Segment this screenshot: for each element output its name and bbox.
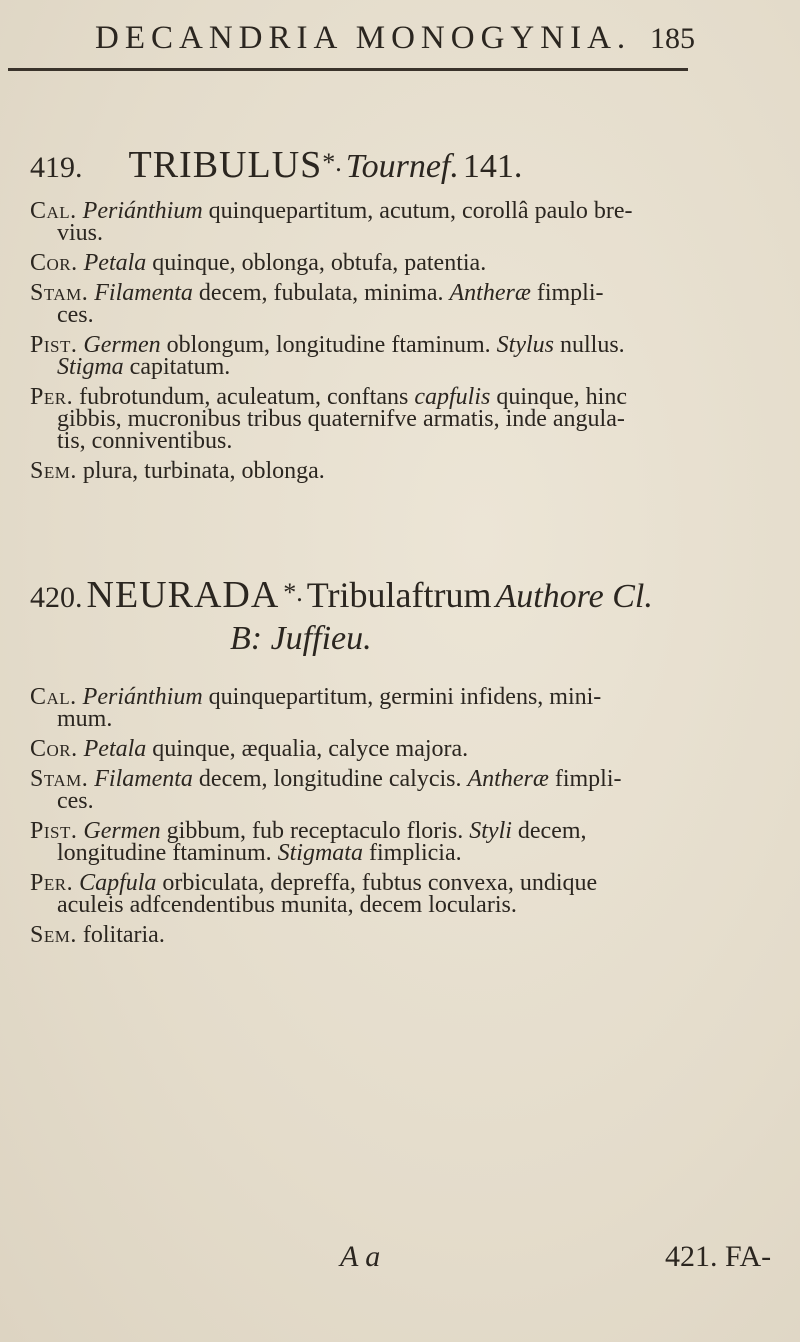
part-text: Periánthium quinquepartitum, acutum, corollâ paulo bre- [82, 198, 633, 224]
authority: Authore Cl. [495, 578, 653, 615]
part-abbreviation: Cor. [30, 250, 78, 276]
description-line-continued [30, 222, 720, 244]
part-abbreviation: Cal. [30, 198, 77, 224]
part-abbreviation: Per. [30, 384, 74, 410]
description-line [30, 738, 720, 760]
description-line [30, 334, 720, 356]
asterisk-mark: *. [322, 148, 342, 177]
description-line-continued [30, 790, 720, 812]
entry-number: 419. [30, 151, 83, 184]
description-line-continued [30, 304, 720, 326]
description-line [30, 686, 720, 708]
authority: Tournef. [345, 148, 459, 185]
part-text: gibbis, mucronibus tribus quaternifve armatis, inde angula- [57, 406, 625, 432]
authority-ref: 141. [462, 148, 523, 185]
part-text: Petala quinque, æqualia, calyce majora. [83, 736, 469, 762]
entry-heading-419 [30, 143, 522, 187]
part-abbreviation: Cor. [30, 736, 78, 762]
description-line [30, 768, 720, 790]
running-head [0, 18, 800, 68]
part-text: ces. [57, 302, 94, 328]
part-abbreviation: Per. [30, 870, 74, 896]
part-text: Germen oblongum, longitudine ftaminum. Stylus nullus. [83, 332, 625, 358]
part-abbreviation: Stam. [30, 280, 89, 306]
genus-name: TRIBULUS [128, 144, 323, 186]
description-line [30, 924, 720, 946]
part-text: mum. [57, 706, 113, 732]
part-abbreviation: Sem. [30, 922, 77, 948]
header-rule [8, 68, 688, 71]
part-text: folitaria. [82, 922, 165, 948]
description-line [30, 872, 720, 894]
running-head-title: DECANDRIA MONOGYNIA. [95, 20, 632, 56]
description-line [30, 820, 720, 842]
part-text: Periánthium quinquepartitum, germini infidens, mini- [82, 684, 602, 710]
part-text: ces. [57, 788, 94, 814]
description-line-continued [30, 430, 720, 452]
part-text: longitudine ftaminum. Stigmata fimplicia. [57, 840, 462, 866]
page-number: 185 [650, 22, 695, 55]
description-line-continued [30, 708, 720, 730]
signature-mark: A a [340, 1240, 381, 1273]
part-text: Filamenta decem, longitudine calycis. Antheræ fimpli- [94, 766, 622, 792]
generic-description-419 [30, 200, 720, 482]
description-line-continued [30, 356, 720, 378]
description-line [30, 460, 720, 482]
description-line [30, 252, 720, 274]
part-abbreviation: Pist. [30, 332, 78, 358]
catchword: 421. FA- [665, 1240, 772, 1273]
asterisk-mark: *. [283, 578, 303, 607]
generic-description-420 [30, 686, 720, 946]
description-line-continued [30, 408, 720, 430]
part-text: vius. [57, 220, 104, 246]
description-line-continued [30, 894, 720, 916]
part-text: Petala quinque, oblonga, obtufa, patentia. [83, 250, 487, 276]
entry-heading-420 [30, 573, 653, 617]
part-abbreviation: Pist. [30, 818, 78, 844]
part-text: aculeis adfcendentibus munita, decem locularis. [57, 892, 517, 918]
genus-name: NEURADA [86, 574, 280, 616]
part-text: Stigma capitatum. [57, 354, 231, 380]
authority-continued: B: Juffieu. [230, 620, 372, 657]
part-text: tis, conniventibus. [57, 428, 233, 454]
description-line-continued [30, 842, 720, 864]
description-line [30, 386, 720, 408]
part-text: Germen gibbum, fub receptaculo floris. Styli decem, [83, 818, 587, 844]
synonym: Tribulaftrum [306, 575, 492, 615]
part-abbreviation: Stam. [30, 766, 89, 792]
entry-number: 420. [30, 581, 83, 614]
part-text: Filamenta decem, fubulata, minima. Antheræ fimpli- [94, 280, 604, 306]
description-line [30, 282, 720, 304]
description-line [30, 200, 720, 222]
part-abbreviation: Sem. [30, 458, 77, 484]
part-text: Capfula orbiculata, depreffa, fubtus convexa, undique [79, 870, 598, 896]
part-abbreviation: Cal. [30, 684, 77, 710]
part-text: fubrotundum, aculeatum, conftans capfulis quinque, hinc [79, 384, 627, 410]
part-text: plura, turbinata, oblonga. [82, 458, 325, 484]
